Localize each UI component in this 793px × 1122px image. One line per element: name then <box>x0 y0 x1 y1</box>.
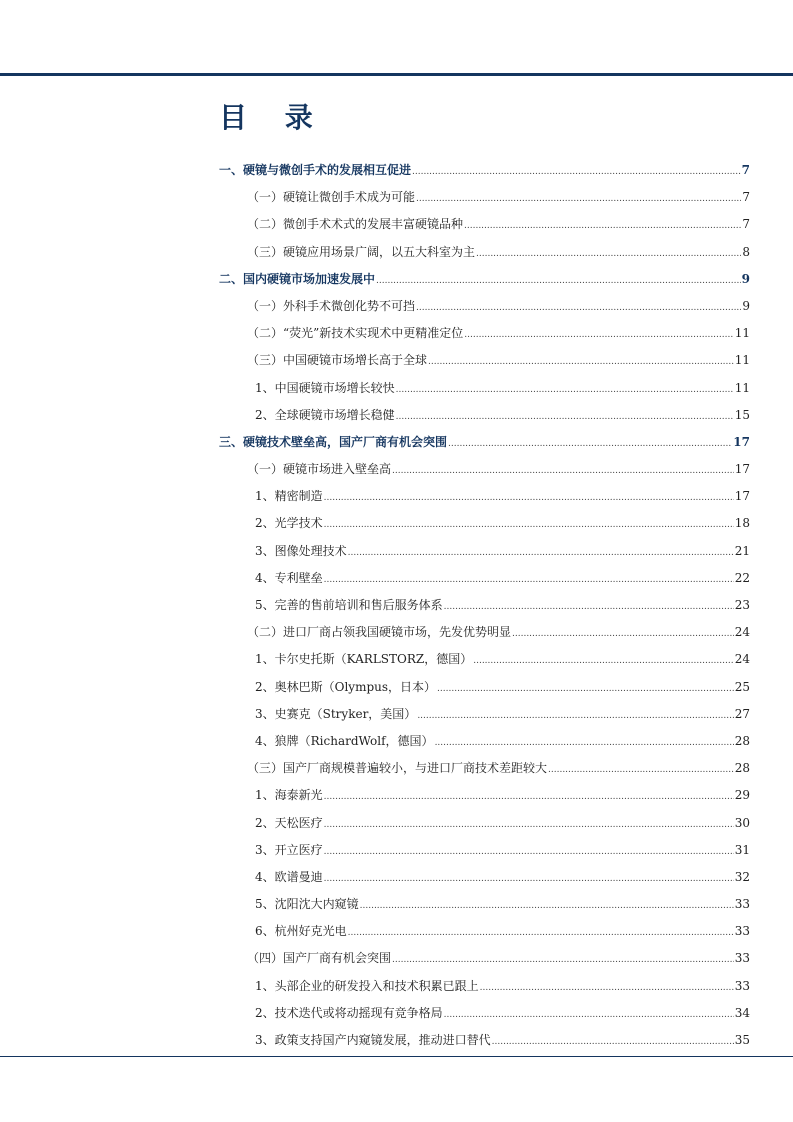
toc-entry[interactable] <box>219 891 750 918</box>
toc-entry-page: 32 <box>734 869 750 884</box>
toc-leader-dots <box>473 646 733 675</box>
toc-entry-page: 27 <box>734 706 750 721</box>
toc-leader-dots <box>324 510 734 539</box>
toc-entry-label: 2、全球硬镜市场增长稳健 <box>255 407 395 422</box>
toc-leader-dots <box>464 320 733 349</box>
toc-leader-dots <box>435 728 734 757</box>
toc-entry-label: 1、中国硬镜市场增长较快 <box>255 380 395 395</box>
toc-entry-page: 15 <box>734 407 750 422</box>
toc-entry[interactable] <box>219 810 750 837</box>
toc-entry-page: 25 <box>734 679 750 694</box>
toc-entry[interactable] <box>219 211 750 238</box>
toc-entry-label: 3、政策支持国产内窥镜发展，推动进口替代 <box>255 1033 491 1047</box>
toc-entry-label: 6、杭州好克光电 <box>255 924 347 939</box>
toc-entry-page: 8 <box>742 244 750 259</box>
toc-entry-label: 1、海泰新光 <box>255 788 323 803</box>
toc-entry[interactable] <box>219 266 750 293</box>
toc-entry[interactable] <box>219 510 750 537</box>
toc-entry-label: 3、图像处理技术 <box>255 543 347 558</box>
toc-leader-dots <box>448 429 732 458</box>
toc-entry-page: 7 <box>742 217 750 232</box>
toc-entry[interactable] <box>219 755 750 782</box>
toc-leader-dots <box>412 157 741 186</box>
toc-leader-dots <box>392 456 734 485</box>
toc-entry-label: 二、国内硬镜市场加速发展中 <box>219 271 376 286</box>
toc-leader-dots <box>324 483 734 512</box>
toc-entry-label: （三）国产厂商规模普遍较小，与进口厂商技术差距较大 <box>247 761 548 776</box>
toc-leader-dots <box>437 674 734 703</box>
toc-entry-label: 3、开立医疗 <box>255 842 323 857</box>
toc-leader-dots <box>444 1000 734 1029</box>
toc-entry[interactable] <box>219 538 750 565</box>
toc-entry-label: （一）外科手术微创化势不可挡 <box>247 298 416 313</box>
toc-entry-label: 5、沈阳沈大内窥镜 <box>255 897 359 912</box>
toc-entry[interactable] <box>219 864 750 891</box>
toc-entry[interactable] <box>219 619 750 646</box>
toc-leader-dots <box>324 565 734 594</box>
toc-entry-page: 33 <box>734 978 750 993</box>
toc-leader-dots <box>416 293 741 322</box>
toc-leader-dots <box>348 918 734 947</box>
toc-entry-page: 28 <box>734 761 750 776</box>
toc-entry-label: （一）硬镜让微创手术成为可能 <box>247 190 416 205</box>
toc-entry-page: 21 <box>734 543 750 558</box>
toc-entry-page: 33 <box>734 897 750 912</box>
toc-entry[interactable] <box>219 918 750 945</box>
toc-entry[interactable] <box>219 184 750 211</box>
toc-entry[interactable] <box>219 1000 750 1027</box>
toc-leader-dots <box>428 347 734 376</box>
toc-entry-label: 4、狼牌（RichardWolf，德国） <box>255 733 434 748</box>
toc-entry-page: 7 <box>741 163 750 177</box>
toc-leader-dots <box>392 945 734 974</box>
toc-entry-page: 11 <box>734 353 750 368</box>
toc-entry-label: 3、史赛克（Stryker，美国） <box>255 706 417 721</box>
toc-entry[interactable] <box>219 782 750 809</box>
header-rule <box>0 73 793 76</box>
toc-entry-page: 34 <box>734 1005 750 1020</box>
toc-entry-label: 5、完善的售前培训和售后服务体系 <box>255 598 443 612</box>
toc-entry-page: 7 <box>742 190 750 205</box>
toc-entry[interactable] <box>219 945 750 972</box>
toc-entry-page: 17 <box>733 434 750 449</box>
toc-entry-label: （一）硬镜市场进入壁垒高 <box>247 462 392 477</box>
toc-leader-dots <box>376 266 741 295</box>
toc-entry-label: 1、精密制造 <box>255 489 323 504</box>
toc-entry-label: （二）微创手术术式的发展丰富硬镜品种 <box>247 217 464 232</box>
toc-entry-page: 11 <box>734 380 750 395</box>
toc-leader-dots <box>324 810 734 839</box>
toc-entry-label: （三）硬镜应用场景广阔，以五大科室为主 <box>247 244 476 259</box>
toc-entry-page: 35 <box>734 1033 750 1047</box>
toc-entry-label: （二）进口厂商占领我国硬镜市场，先发优势明显 <box>247 625 512 640</box>
toc-entry[interactable] <box>219 320 750 347</box>
toc-entry[interactable] <box>219 483 750 510</box>
toc-entry-label: 1、卡尔史托斯（KARLSTORZ，德国） <box>255 652 473 667</box>
footer-rule <box>0 1056 793 1057</box>
toc-entry[interactable] <box>219 728 750 755</box>
toc-entry-label: 4、专利壁垒 <box>255 570 323 585</box>
toc-entry[interactable] <box>219 973 750 1000</box>
toc-entry-page: 33 <box>734 924 750 939</box>
toc-leader-dots <box>417 701 733 730</box>
toc-entry-page: 9 <box>742 298 750 313</box>
toc-entry-label: 4、欧谱曼迪 <box>255 869 323 884</box>
toc-entry-label: （四）国产厂商有机会突围 <box>247 951 392 966</box>
toc-entry[interactable] <box>219 565 750 592</box>
toc-entry-page: 33 <box>734 951 750 966</box>
toc-leader-dots <box>416 184 741 213</box>
toc-entry-label: 2、天松医疗 <box>255 815 323 830</box>
toc-leader-dots <box>444 592 734 621</box>
toc-leader-dots <box>480 973 734 1002</box>
toc-leader-dots <box>324 837 734 866</box>
toc-entry-label: 1、头部企业的研发投入和技术积累已跟上 <box>255 978 479 993</box>
table-of-contents <box>219 157 750 1054</box>
toc-entry-page: 11 <box>734 326 750 341</box>
toc-entry-page: 18 <box>734 516 750 531</box>
toc-entry[interactable] <box>219 837 750 864</box>
toc-leader-dots <box>512 619 734 648</box>
toc-entry-page: 30 <box>734 815 750 830</box>
toc-entry[interactable] <box>219 375 750 402</box>
toc-entry-page: 22 <box>734 570 750 585</box>
toc-leader-dots <box>548 755 734 784</box>
toc-entry-label: 一、硬镜与微创手术的发展相互促进 <box>219 163 412 177</box>
toc-entry-label: 三、硬镜技术壁垒高，国产厂商有机会突围 <box>219 434 448 449</box>
toc-entry[interactable] <box>219 157 750 184</box>
toc-entry[interactable] <box>219 429 750 456</box>
toc-entry-page: 31 <box>734 842 750 857</box>
toc-entry-label: （二）“荧光”新技术实现术中更精准定位 <box>247 326 464 341</box>
toc-entry-page: 9 <box>741 271 750 286</box>
toc-entry[interactable] <box>219 592 750 619</box>
toc-leader-dots <box>324 864 734 893</box>
toc-entry[interactable] <box>219 674 750 701</box>
toc-leader-dots <box>324 782 734 811</box>
toc-entry[interactable] <box>219 293 750 320</box>
toc-entry-page: 24 <box>734 625 750 640</box>
toc-entry[interactable] <box>219 701 750 728</box>
toc-entry-page: 29 <box>734 788 750 803</box>
toc-entry-page: 24 <box>734 652 750 667</box>
toc-entry[interactable] <box>219 239 750 266</box>
toc-entry-label: 2、技术迭代或将动摇现有竞争格局 <box>255 1005 443 1020</box>
toc-leader-dots <box>464 211 741 240</box>
toc-entry[interactable] <box>219 402 750 429</box>
toc-entry[interactable] <box>219 1027 750 1054</box>
toc-entry[interactable] <box>219 347 750 374</box>
toc-leader-dots <box>348 538 734 567</box>
toc-leader-dots <box>492 1027 734 1056</box>
toc-entry-label: 2、光学技术 <box>255 516 323 531</box>
toc-leader-dots <box>396 375 734 404</box>
toc-entry-page: 23 <box>734 598 750 612</box>
toc-entry-label: （三）中国硬镜市场增长高于全球 <box>247 353 428 368</box>
toc-entry-page: 28 <box>734 733 750 748</box>
toc-entry[interactable] <box>219 646 750 673</box>
toc-entry-page: 17 <box>734 489 750 504</box>
toc-leader-dots <box>396 402 734 431</box>
toc-entry[interactable] <box>219 456 750 483</box>
toc-entry-page: 17 <box>734 462 750 477</box>
toc-title: 目 录 <box>219 101 327 134</box>
toc-leader-dots <box>360 891 734 920</box>
toc-leader-dots <box>476 239 741 268</box>
toc-entry-label: 2、奥林巴斯（Olympus，日本） <box>255 679 437 694</box>
